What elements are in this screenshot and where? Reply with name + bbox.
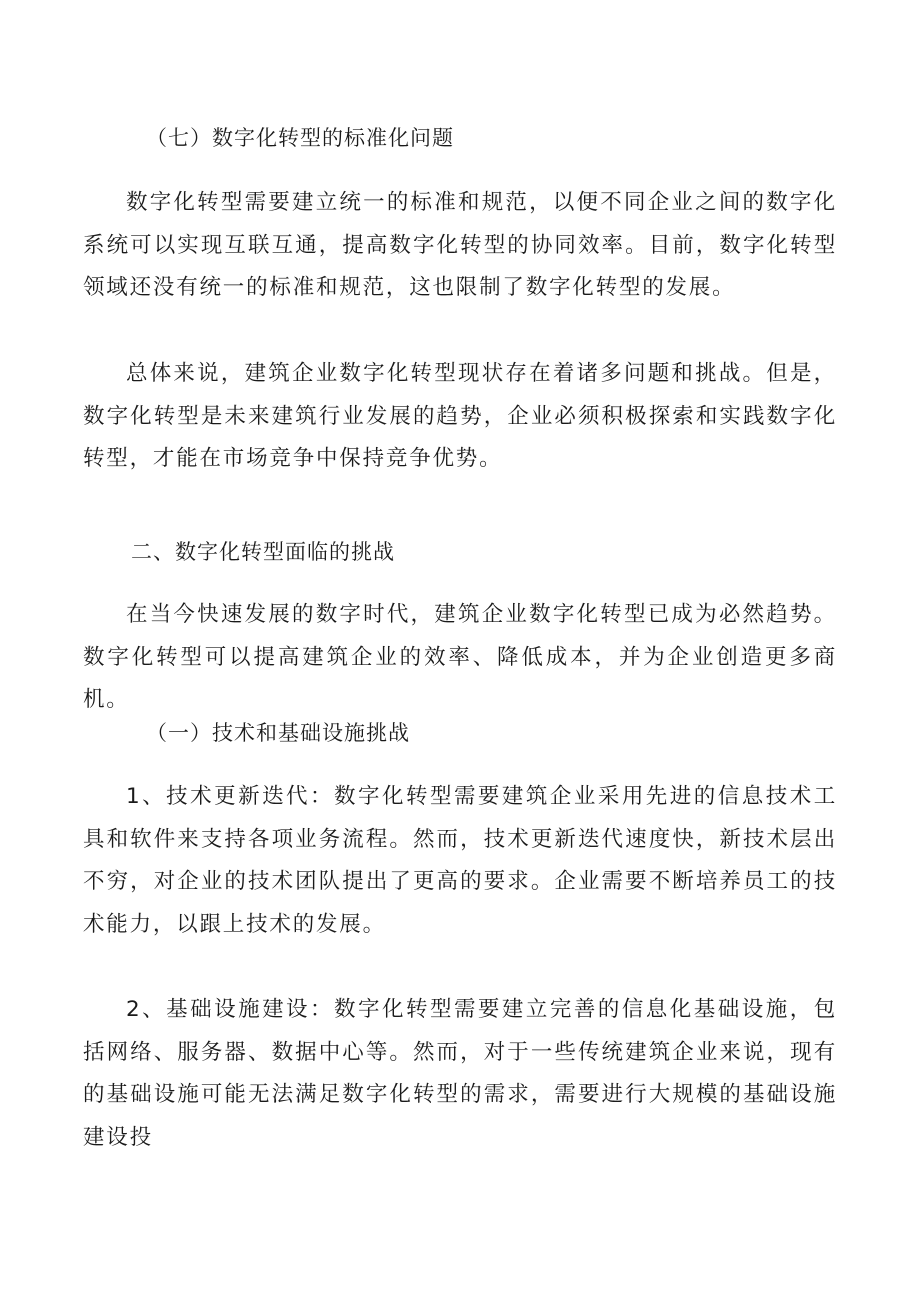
chapter-2-intro-paragraph: 在当今快速发展的数字时代，建筑企业数字化转型已成为必然趋势。数字化转型可以提高建筑企业的效率、降低成本，并为企业创造更多商机。 [83, 602, 837, 712]
item-1-paragraph: 1、技术更新迭代：数字化转型需要建筑企业采用先进的信息技术工具和软件来支持各项业务流程。然而，技术更新迭代速度快，新技术层出不穷，对企业的技术团队提出了更高的要求。企业需要不断培养员工的技术能力，以跟上技术的发展。 [83, 784, 837, 937]
section-7-paragraph: 数字化转型需要建立统一的标准和规范，以便不同企业之间的数字化系统可以实现互联互通，提高数字化转型的协同效率。目前，数字化转型领域还没有统一的标准和规范，这也限制了数字化转型的发展。 [83, 190, 837, 300]
section-7-heading: （七）数字化转型的标准化问题 [146, 126, 454, 150]
chapter-2-heading: 二、数字化转型面临的挑战 [131, 540, 395, 564]
summary-paragraph: 总体来说，建筑企业数字化转型现状存在着诸多问题和挑战。但是，数字化转型是未来建筑行业发展的趋势，企业必须积极探索和实践数字化转型，才能在市场竞争中保持竞争优势。 [83, 361, 837, 471]
item-2-paragraph: 2、基础设施建设：数字化转型需要建立完善的信息化基础设施，包括网络、服务器、数据中心等。然而，对于一些传统建筑企业来说，现有的基础设施可能无法满足数字化转型的需求，需要进行大规模的基础设施建设投 [83, 997, 837, 1150]
subsection-1-heading: （一）技术和基础设施挑战 [146, 721, 410, 745]
